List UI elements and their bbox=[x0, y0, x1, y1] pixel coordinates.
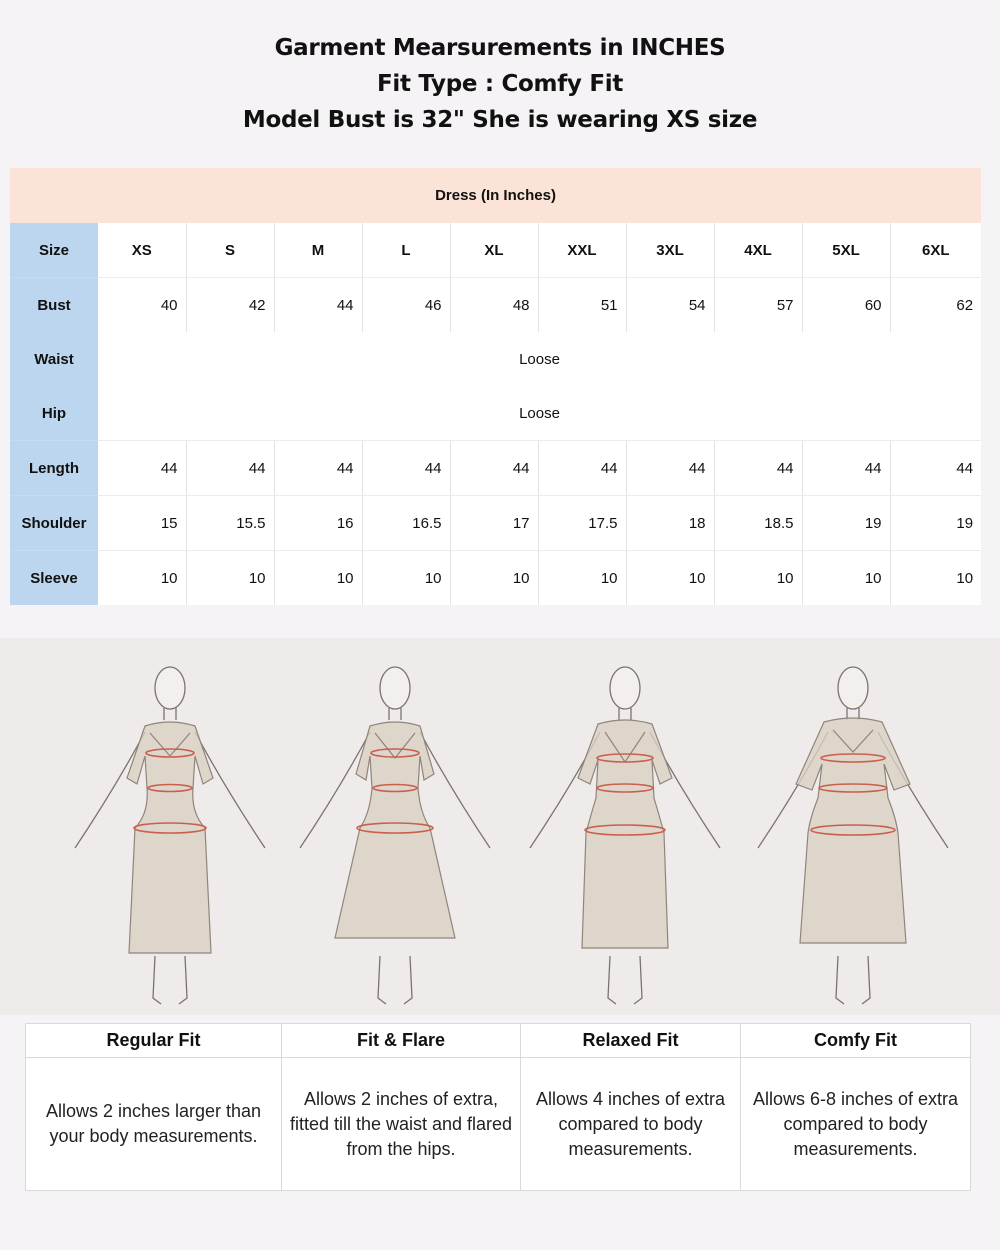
size-header: 3XL bbox=[626, 223, 714, 278]
table-cell: 10 bbox=[186, 551, 274, 606]
row-label-sleeve: Sleeve bbox=[10, 551, 98, 606]
table-cell: 48 bbox=[450, 278, 538, 333]
table-cell: 44 bbox=[890, 441, 981, 496]
table-cell: 10 bbox=[802, 551, 890, 606]
table-cell: 40 bbox=[98, 278, 186, 333]
header-fit-type: Fit Type : Comfy Fit bbox=[376, 71, 624, 97]
table-cell: 44 bbox=[538, 441, 626, 496]
fit-title-relaxed: Relaxed Fit bbox=[521, 1024, 741, 1058]
size-header: XS bbox=[98, 223, 186, 278]
fit-descriptions-row bbox=[26, 1058, 971, 1191]
table-cell: 18 bbox=[626, 496, 714, 551]
size-row bbox=[10, 223, 981, 278]
table-cell: 19 bbox=[802, 496, 890, 551]
header-model-info: Model Bust is 32" She is wearing XS size bbox=[242, 107, 758, 133]
row-label-size: Size bbox=[10, 223, 98, 278]
fit-desc-comfy: Allows 6-8 inches of extra compared to body measurements. bbox=[741, 1058, 971, 1191]
table-cell: 44 bbox=[626, 441, 714, 496]
table-cell: 44 bbox=[362, 441, 450, 496]
length-row bbox=[10, 441, 981, 496]
table-caption: Dress (In Inches) bbox=[10, 168, 981, 223]
fit-types-table bbox=[25, 1023, 971, 1191]
table-cell: 10 bbox=[626, 551, 714, 606]
table-cell: 10 bbox=[714, 551, 802, 606]
table-cell: 10 bbox=[98, 551, 186, 606]
fit-desc-relaxed: Allows 4 inches of extra compared to body measurements. bbox=[521, 1058, 741, 1191]
table-cell: 16.5 bbox=[362, 496, 450, 551]
waist-row bbox=[10, 332, 981, 386]
table-cell: 15.5 bbox=[186, 496, 274, 551]
size-header: 5XL bbox=[802, 223, 890, 278]
comfy-fit-figure bbox=[728, 638, 978, 1015]
table-cell: Loose bbox=[98, 386, 981, 441]
table-cell: 44 bbox=[714, 441, 802, 496]
table-cell: 51 bbox=[538, 278, 626, 333]
table-cell: 17.5 bbox=[538, 496, 626, 551]
bust-row bbox=[10, 278, 981, 333]
header-title: Garment Mearsurements in INCHES bbox=[274, 35, 726, 61]
size-header: XL bbox=[450, 223, 538, 278]
fit-title-regular: Regular Fit bbox=[26, 1024, 282, 1058]
table-cell: 10 bbox=[362, 551, 450, 606]
table-cell: 44 bbox=[274, 278, 362, 333]
hip-row bbox=[10, 386, 981, 441]
fit-title-fit-flare: Fit & Flare bbox=[282, 1024, 521, 1058]
page-header bbox=[0, 30, 1000, 138]
table-cell: 46 bbox=[362, 278, 450, 333]
table-cell: 10 bbox=[890, 551, 981, 606]
sleeve-row bbox=[10, 551, 981, 606]
table-cell: 54 bbox=[626, 278, 714, 333]
fit-desc-regular: Allows 2 inches larger than your body measurements. bbox=[26, 1058, 282, 1191]
row-label-waist: Waist bbox=[10, 332, 98, 386]
fit-titles-row bbox=[26, 1024, 971, 1058]
table-cell: 62 bbox=[890, 278, 981, 333]
table-cell: 16 bbox=[274, 496, 362, 551]
table-cell: 44 bbox=[450, 441, 538, 496]
row-label-length: Length bbox=[10, 441, 98, 496]
row-label-shoulder: Shoulder bbox=[10, 496, 98, 551]
fit-title-comfy: Comfy Fit bbox=[741, 1024, 971, 1058]
size-chart-table bbox=[10, 168, 981, 605]
size-header: 4XL bbox=[714, 223, 802, 278]
table-cell: 18.5 bbox=[714, 496, 802, 551]
row-label-bust: Bust bbox=[10, 278, 98, 333]
regular-fit-figure bbox=[45, 638, 295, 1015]
fit-and-flare-figure bbox=[270, 638, 520, 1015]
fit-illustrations bbox=[0, 638, 1000, 1015]
relaxed-fit-figure bbox=[500, 638, 750, 1015]
table-cell: 19 bbox=[890, 496, 981, 551]
table-cell: 17 bbox=[450, 496, 538, 551]
table-cell: 42 bbox=[186, 278, 274, 333]
table-cell: 44 bbox=[186, 441, 274, 496]
table-cell: 10 bbox=[274, 551, 362, 606]
table-cell: 10 bbox=[538, 551, 626, 606]
table-cell: 60 bbox=[802, 278, 890, 333]
size-header: XXL bbox=[538, 223, 626, 278]
table-cell: 10 bbox=[450, 551, 538, 606]
shoulder-row bbox=[10, 496, 981, 551]
row-label-hip: Hip bbox=[10, 386, 98, 441]
size-header: S bbox=[186, 223, 274, 278]
table-cell: Loose bbox=[98, 332, 981, 386]
size-header: 6XL bbox=[890, 223, 981, 278]
fit-desc-fit-flare: Allows 2 inches of extra, fitted till the waist and flared from the hips. bbox=[282, 1058, 521, 1191]
table-cell: 44 bbox=[274, 441, 362, 496]
table-caption-row bbox=[10, 168, 981, 223]
size-header: L bbox=[362, 223, 450, 278]
size-header: M bbox=[274, 223, 362, 278]
table-cell: 44 bbox=[802, 441, 890, 496]
table-cell: 15 bbox=[98, 496, 186, 551]
table-cell: 44 bbox=[98, 441, 186, 496]
table-cell: 57 bbox=[714, 278, 802, 333]
